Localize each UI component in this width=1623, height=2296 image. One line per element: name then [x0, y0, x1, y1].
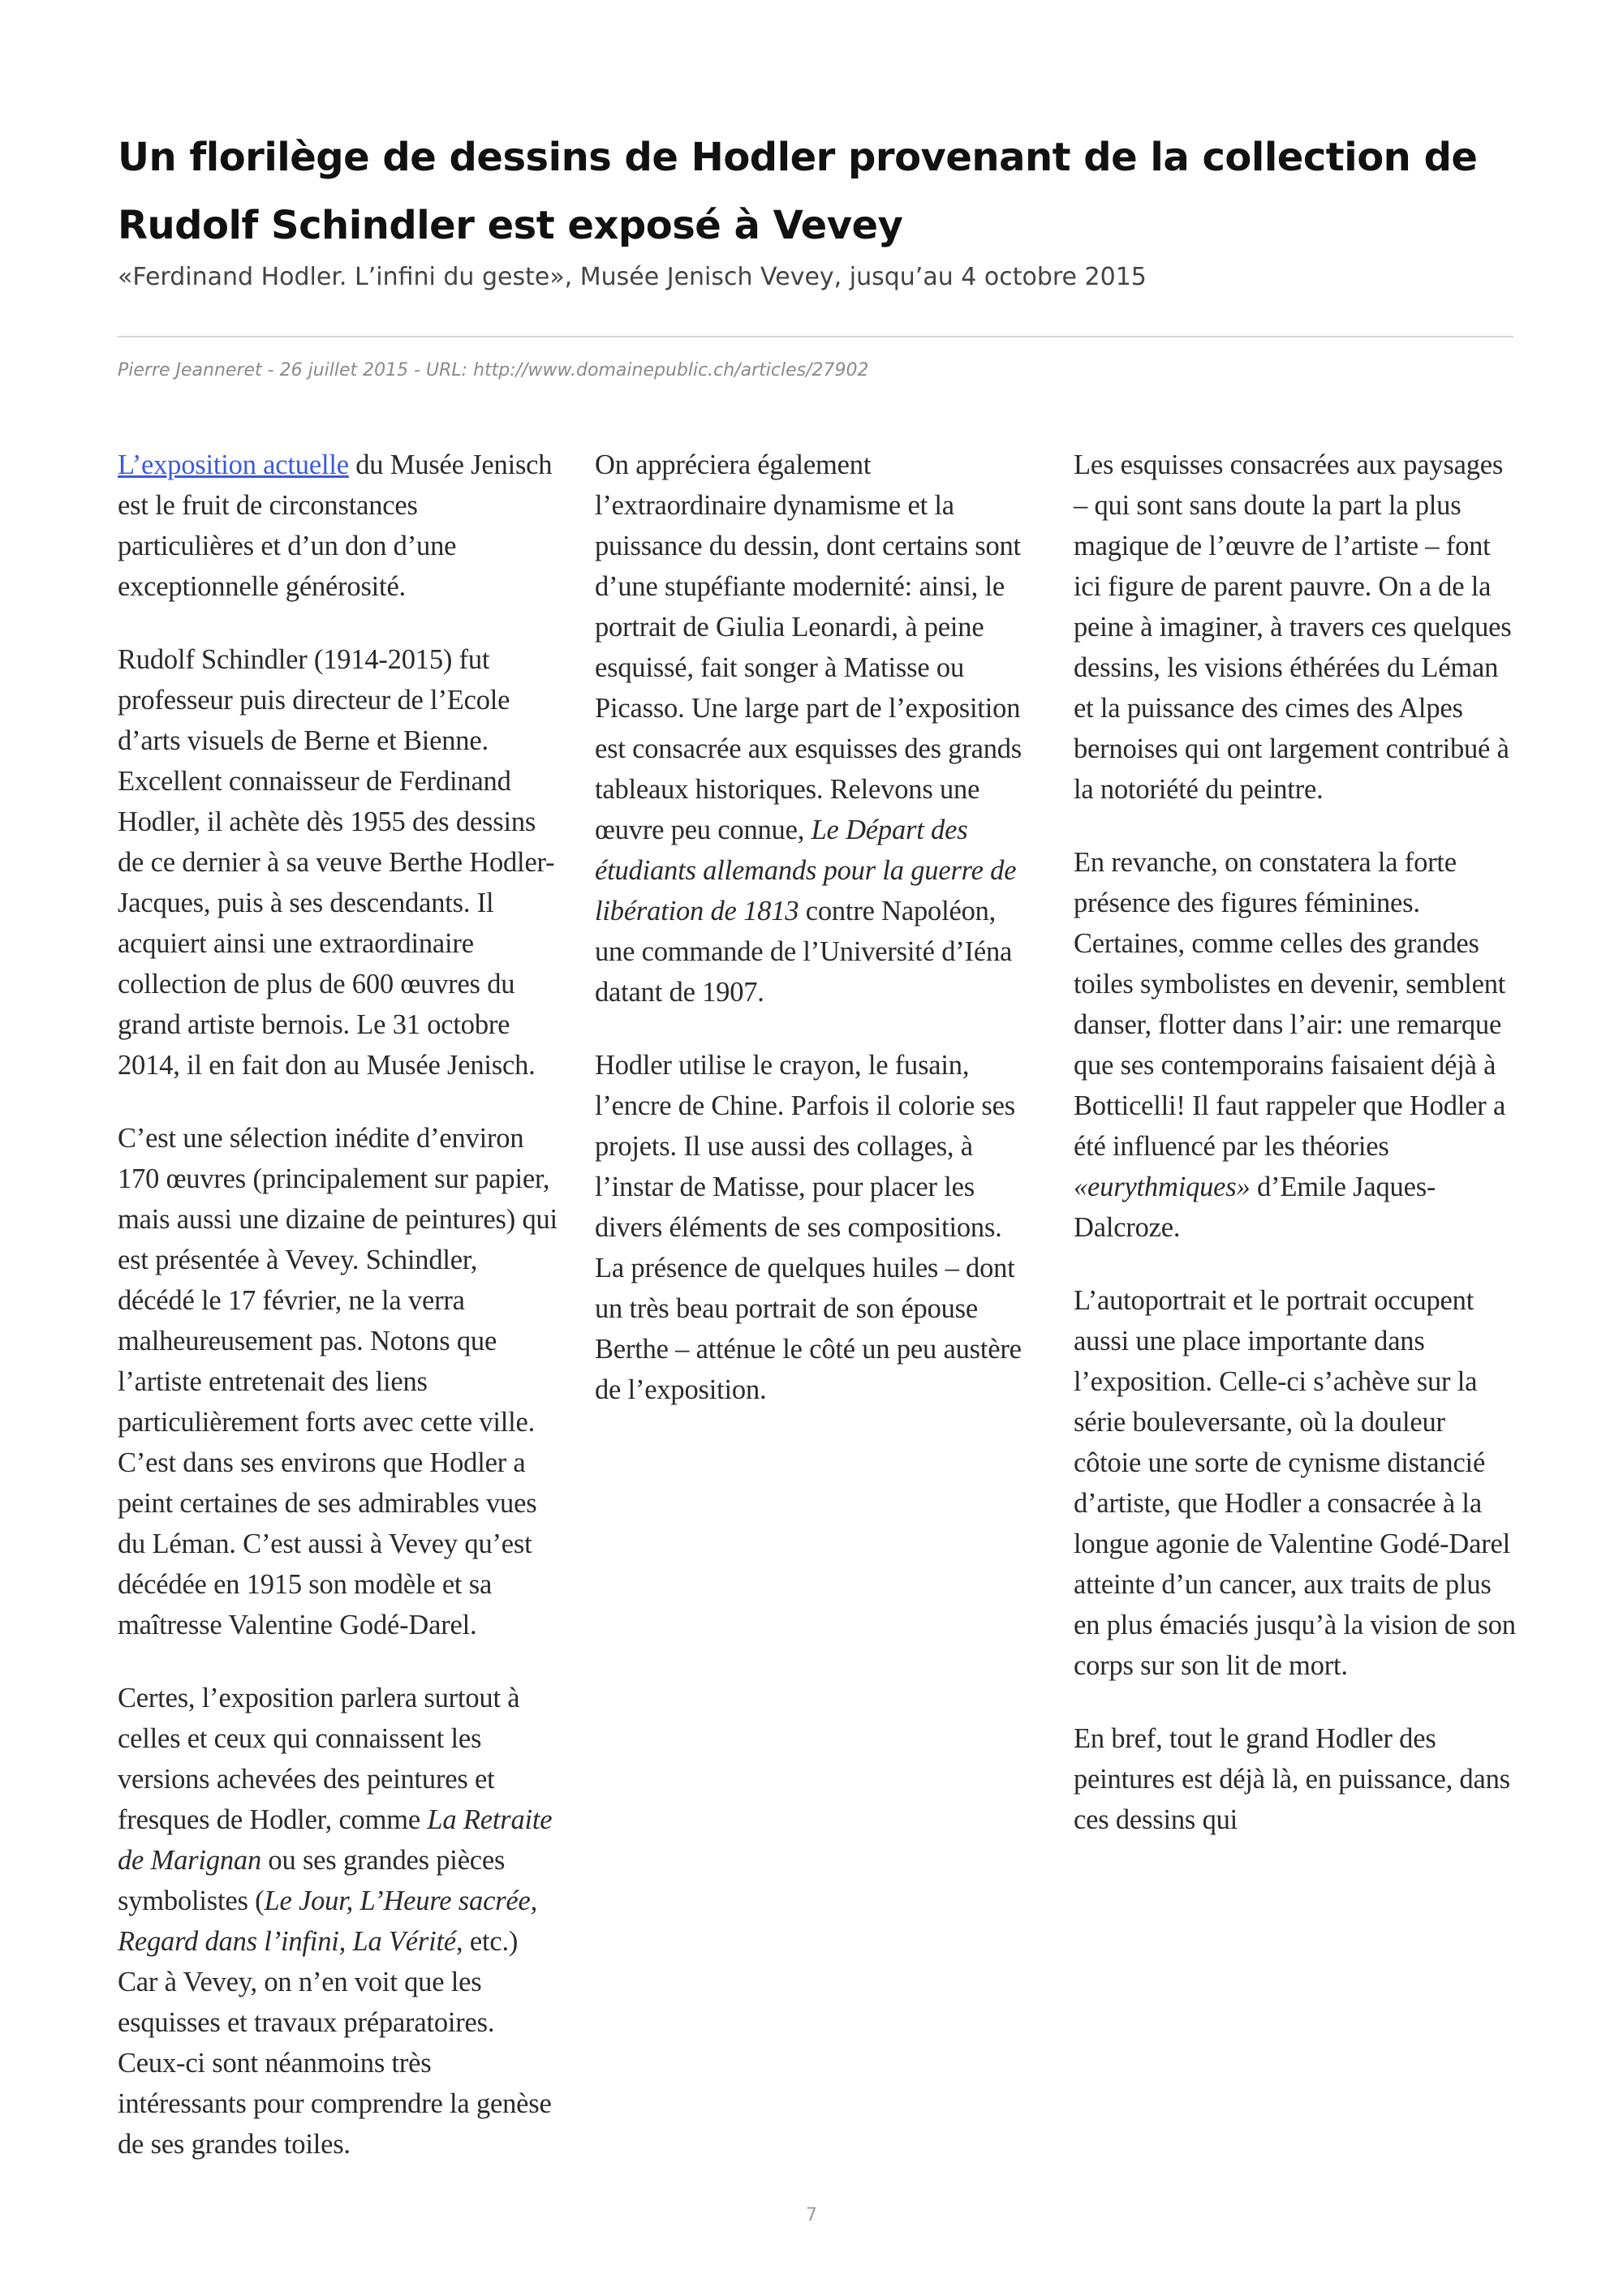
- paragraph-4: [118, 1678, 560, 2165]
- artwork-titles-symbolist: Le Jour, L’Heure sacrée, Regard dans l’infini, La Vérité: [118, 1885, 538, 1957]
- article-title: Un florilège de dessins de Hodler provenant de la collection de Rudolf Schindler est exposé à Vevey: [118, 135, 1478, 248]
- paragraph-4-text-b: ou ses grandes pièces symbolistes (: [118, 1845, 506, 1916]
- paragraph-8-text-a: En revanche, on constatera la forte présence des figures féminines. Certaines, comme celles des grandes toiles symbolistes en devenir, semblent danser, flotter dans l’air: une remarque que ses contemporains faisaient déjà à Botticelli! Il faut rappeler que Hodler a été influencé par les théories: [1074, 847, 1506, 1162]
- paragraph-10: En bref, tout le grand Hodler des peintures est déjà là, en puissance, dans ces dessins qui: [1074, 1723, 1510, 1835]
- text-column-2: [595, 445, 1037, 1443]
- paragraph-7: Les esquisses consacrées aux paysages – qui sont sans doute la part la plus magique de l’œuvre de l’artiste – font ici figure de parent pauvre. On a de la peine à imaginer, à travers ces quelques dessins, les visions éthérées du Léman et la puissance des cimes des Alpes bernoises qui ont largement contribué à la notoriété du peintre.: [1074, 449, 1512, 805]
- article-subtitle: «Ferdinand Hodler. L’infini du geste», Musée Jenisch Vevey, jusqu’au 4 octobre 2015: [118, 263, 1147, 291]
- artwork-title-depart: Le Départ des étudiants allemands pour la guerre de libération de 1813: [595, 815, 1017, 927]
- article-meta: Pierre Jeanneret - 26 juillet 2015 - URL: http://www.domainepublic.ch/articles/27902: [118, 360, 869, 381]
- paragraph-1: [118, 445, 560, 607]
- text-column-1: [118, 445, 560, 2197]
- paragraph-5-text-a: On appréciera également l’extraordinaire dynamisme et la puissance du dessin, dont certains sont d’une stupéfiante modernité: ainsi, le portrait de Giulia Leonardi, à peine esquissé, fait songer à Matisse ou Picasso. Une large part de l’exposition est consacrée aux esquisses des grands tableaux historiques. Relevons une œuvre peu connue,: [595, 449, 1022, 845]
- paragraph-5-text-b: contre Napoléon, une commande de l’Université d’Iéna datant de 1907.: [595, 896, 1013, 1008]
- page-number: 7: [806, 2205, 817, 2225]
- term-eurythmiques: «eurythmiques»: [1074, 1172, 1251, 1202]
- paragraph-8-text-b: d’Emile Jaques-Dalcroze.: [1074, 1172, 1436, 1243]
- paragraph-2: Rudolf Schindler (1914-2015) fut professeur puis directeur de l’Ecole d’arts visuels de Berne et Bienne. Excellent connaisseur de Ferdinand Hodler, il achète dès 1955 des dessins de ce dernier à sa veuve Berthe Hodler-Jacques, puis à ses descendants. Il acquiert ainsi une extraordinaire collection de plus de 600 œuvres du grand artiste bernois. Le 31 octobre 2014, il en fait don au Musée Jenisch.: [118, 644, 555, 1081]
- text-column-3: [1074, 445, 1516, 1872]
- paragraph-6: Hodler utilise le crayon, le fusain, l’encre de Chine. Parfois il colorie ses projets. Il use aussi des collages, à l’instar de Matisse, pour placer les divers éléments de ses compositions. La présence de quelques huiles – dont un très beau portrait de son épouse Berthe – atténue le côté un peu austère de l’exposition.: [595, 1050, 1022, 1405]
- paragraph-3: C’est une sélection inédite d’environ 170 œuvres (principalement sur papier, mais aussi une dizaine de peintures) qui est présentée à Vevey. Schindler, décédé le 17 février, ne la verra malheureusement pas. Notons que l’artiste entretenait des liens particulièrement forts avec cette ville. C’est dans ses environs que Hodler a peint certaines de ses admirables vues du Léman. C’est aussi à Vevey qu’est décédée en 1915 son modèle et sa maîtresse Valentine Godé-Darel.: [118, 1123, 558, 1640]
- header-divider: [118, 336, 1513, 338]
- paragraph-9: L’autoportrait et le portrait occupent aussi une place importante dans l’exposition. Celle-ci s’achève sur la série bouleversante, où la douleur côtoie une sorte de cynisme distancié d’artiste, que Hodler a consacrée à la longue agonie de Valentine Godé-Darel atteinte d’un cancer, aux traits de plus en plus émaciés jusqu’à la vision de son corps sur son lit de mort.: [1074, 1285, 1516, 1681]
- paragraph-1-text: du Musée Jenisch est le fruit de circonstances particulières et d’un don d’une exceptionnelle générosité.: [118, 449, 553, 602]
- artwork-title-marignan: La Retraite de Marignan: [118, 1804, 553, 1876]
- paragraph-4-text-c: , etc.) Car à Vevey, on n’en voit que les esquisses et travaux préparatoires. Ceux-ci sont néanmoins très intéressants pour comprendre la genèse de ses grandes toiles.: [118, 1926, 552, 2160]
- paragraph-4-text-a: Certes, l’exposition parlera surtout à celles et ceux qui connaissent les versions achevées des peintures et fresques de Hodler, comme: [118, 1683, 520, 1835]
- paragraph-5: [595, 445, 1037, 1013]
- exhibition-link[interactable]: L’exposition actuelle: [118, 449, 349, 480]
- paragraph-8: [1074, 842, 1516, 1248]
